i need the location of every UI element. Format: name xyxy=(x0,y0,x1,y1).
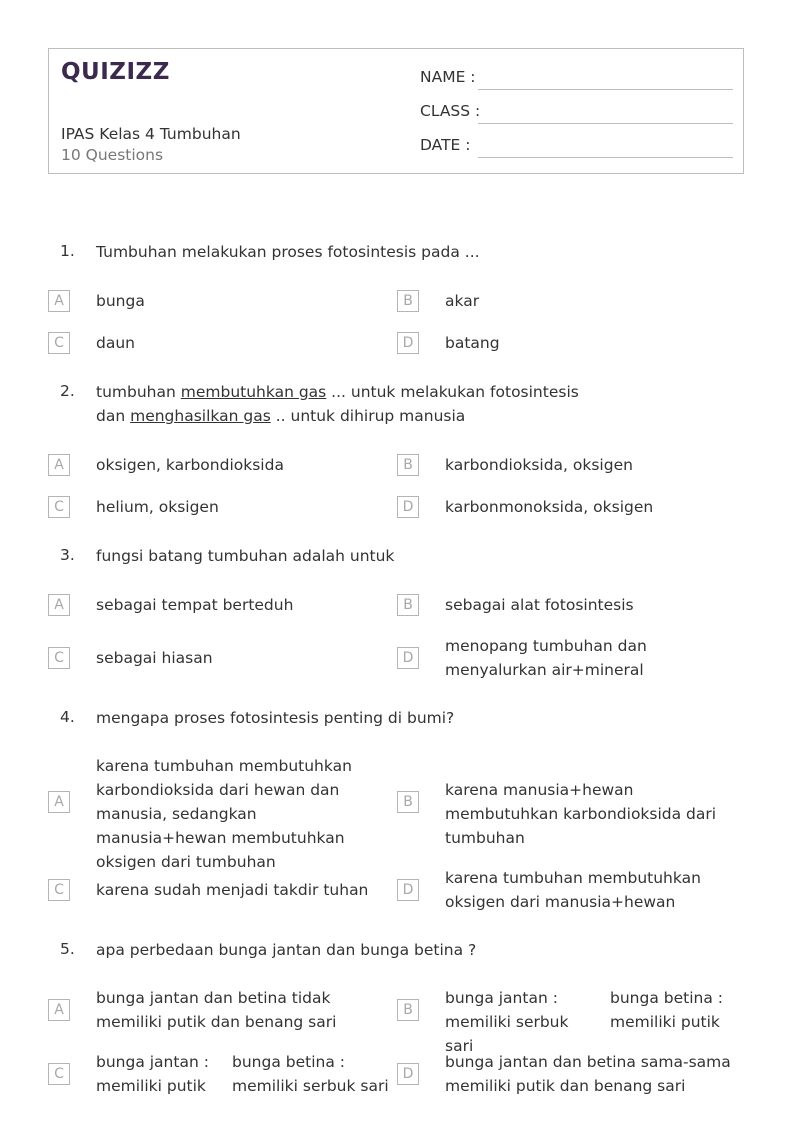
question-2-option-c: helium, oksigen xyxy=(96,498,219,516)
question-5-option-b-right: bunga betina : memiliki putik xyxy=(610,989,723,1031)
option-letter-d: D xyxy=(397,496,419,518)
name-line xyxy=(478,89,733,90)
question-5-option-a: bunga jantan dan betina tidak memiliki putik dan benang sari xyxy=(96,989,337,1031)
question-3-option-b: sebagai alat fotosintesis xyxy=(445,596,634,614)
question-2-line-2: dan menghasilkan gas .. untuk dihirup manusia xyxy=(96,407,466,425)
option-letter-b: B xyxy=(397,594,419,616)
option-letter-b: B xyxy=(397,290,419,312)
quizizz-logo: QUIZIZZ xyxy=(61,59,170,85)
question-2-option-d: karbonmonoksida, oksigen xyxy=(445,498,654,516)
question-5-option-c-right: bunga betina : memiliki serbuk sari xyxy=(232,1053,389,1095)
name-label: NAME : xyxy=(420,68,476,86)
question-2-number: 2. xyxy=(60,382,75,400)
option-letter-a: A xyxy=(48,791,70,813)
question-1-option-c: daun xyxy=(96,334,135,352)
question-count: 10 Questions xyxy=(61,146,164,164)
underlined-phrase: menghasilkan gas xyxy=(130,407,271,425)
option-letter-d: D xyxy=(397,1063,419,1085)
question-5-number: 5. xyxy=(60,940,75,958)
question-4-number: 4. xyxy=(60,708,75,726)
worksheet-header xyxy=(48,48,744,174)
question-3-option-d: menopang tumbuhan dan menyalurkan air+mineral xyxy=(445,637,647,679)
option-letter-c: C xyxy=(48,647,70,669)
date-line xyxy=(478,157,733,158)
question-3-option-c: sebagai hiasan xyxy=(96,649,213,667)
option-letter-d: D xyxy=(397,332,419,354)
class-line xyxy=(478,123,733,124)
option-letter-c: C xyxy=(48,332,70,354)
question-4-option-d: karena tumbuhan membutuhkan oksigen dari manusia+hewan xyxy=(445,869,701,911)
question-5-option-b-left: bunga jantan : memiliki serbuk sari xyxy=(445,989,569,1055)
question-3-number: 3. xyxy=(60,546,75,564)
option-letter-c: C xyxy=(48,496,70,518)
option-letter-d: D xyxy=(397,647,419,669)
option-letter-b: B xyxy=(397,454,419,476)
option-letter-a: A xyxy=(48,594,70,616)
question-1-text: Tumbuhan melakukan proses fotosintesis pada ... xyxy=(96,243,480,261)
question-4-option-c: karena sudah menjadi takdir tuhan xyxy=(96,881,369,899)
question-3-text: fungsi batang tumbuhan adalah untuk xyxy=(96,547,395,565)
question-2-option-b: karbondioksida, oksigen xyxy=(445,456,633,474)
option-letter-a: A xyxy=(48,454,70,476)
option-letter-b: B xyxy=(397,999,419,1021)
worksheet-title: IPAS Kelas 4 Tumbuhan xyxy=(61,125,241,143)
question-1-option-b: akar xyxy=(445,292,480,310)
date-label: DATE : xyxy=(420,136,471,154)
option-letter-a: A xyxy=(48,290,70,312)
class-label: CLASS : xyxy=(420,102,481,120)
option-letter-d: D xyxy=(397,879,419,901)
option-letter-a: A xyxy=(48,999,70,1021)
question-4-option-b: karena manusia+hewan membutuhkan karbondioksida dari tumbuhan xyxy=(445,781,717,847)
question-5-option-c-left: bunga jantan : memiliki putik xyxy=(96,1053,209,1095)
question-2-line-1: tumbuhan membutuhkan gas ... untuk melakukan fotosintesis xyxy=(96,383,579,401)
question-5-text: apa perbedaan bunga jantan dan bunga betina ? xyxy=(96,941,477,959)
question-3-option-a: sebagai tempat berteduh xyxy=(96,596,294,614)
question-2-text xyxy=(96,380,736,428)
question-5-option-d: bunga jantan dan betina sama-sama memiliki putik dan benang sari xyxy=(445,1053,731,1095)
option-letter-b: B xyxy=(397,791,419,813)
underlined-phrase: membutuhkan gas xyxy=(180,383,327,401)
question-2-option-a: oksigen, karbondioksida xyxy=(96,456,284,474)
question-1-option-d: batang xyxy=(445,334,500,352)
question-4-option-a: karena tumbuhan membutuhkan karbondioksida dari hewan dan manusia, sedangkan manusia+hewan membutuhkan oksigen dari tumbuhan xyxy=(96,757,352,871)
question-1-option-a: bunga xyxy=(96,292,145,310)
option-letter-c: C xyxy=(48,879,70,901)
question-4-text: mengapa proses fotosintesis penting di bumi? xyxy=(96,709,455,727)
question-1-number: 1. xyxy=(60,242,75,260)
option-letter-c: C xyxy=(48,1063,70,1085)
